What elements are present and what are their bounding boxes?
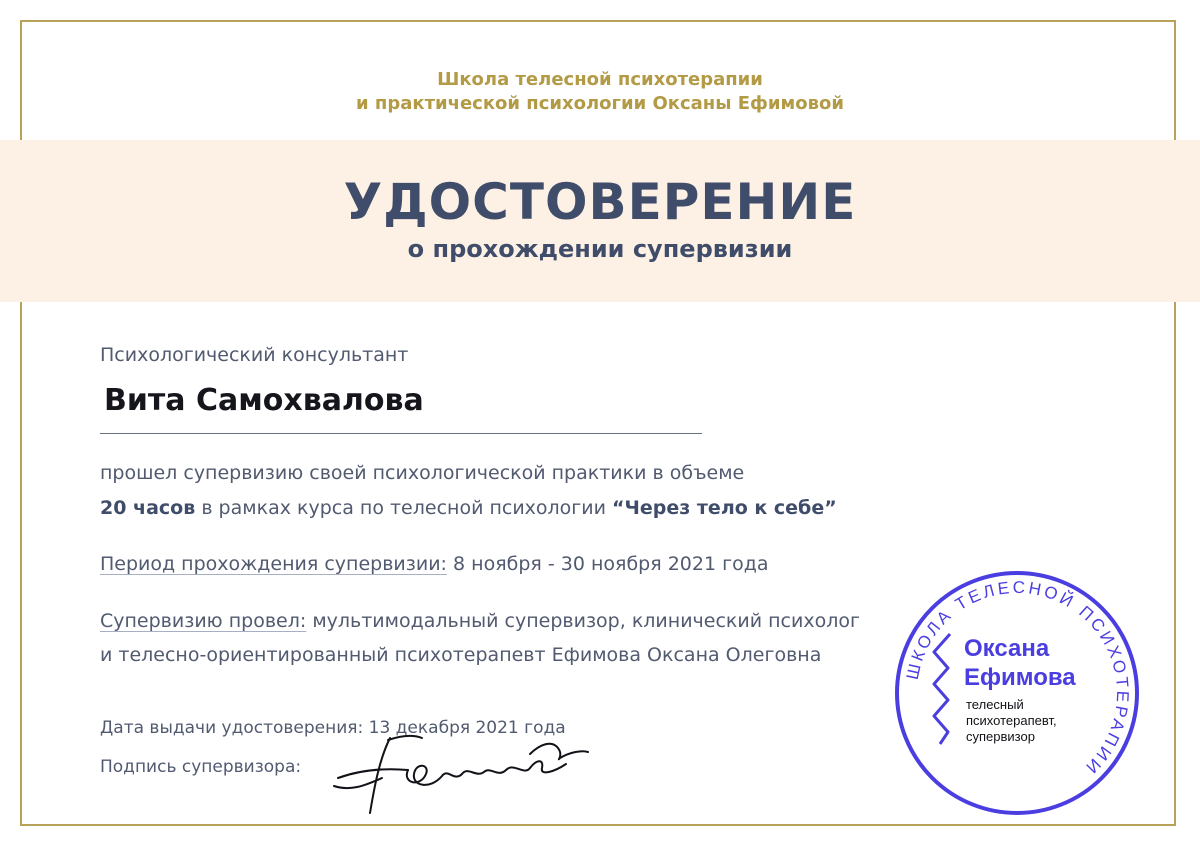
stamp-role-2: психотерапевт,	[966, 713, 1057, 728]
supervisor-signature	[330, 728, 590, 820]
issue-date: Дата выдачи удостоверения: 13 декабря 2021 года	[100, 718, 566, 738]
recipient-role: Психологический консультант	[100, 344, 409, 366]
stamp-outer-ring	[897, 573, 1137, 813]
certificate-title: УДОСТОВЕРЕНИЕ	[343, 173, 857, 231]
school-stamp	[892, 568, 1142, 818]
hours-value: 20 часов	[100, 497, 196, 519]
supervisor-line-2: и телесно-ориентированный психотерапевт Ефимова Оксана Олеговна	[100, 644, 822, 666]
period-label: Период прохождения супервизии:	[100, 553, 447, 575]
period-line	[100, 552, 768, 576]
supervisor-value-1: мультимодальный супервизор, клинический психолог	[312, 610, 860, 632]
stamp-zigzag-icon	[934, 634, 950, 744]
completion-line-1: прошел супервизию своей психологической практики в объеме	[100, 462, 745, 484]
stamp-role-3: супервизор	[966, 729, 1035, 744]
supervisor-line-1	[100, 609, 860, 633]
certificate-subtitle: о прохождении супервизии	[407, 235, 793, 263]
stamp-ring-path: ШКОЛА ТЕЛЕСНОЙ ПСИХОТЕРАПИИ	[902, 577, 1133, 779]
supervisor-label: Супервизию провел:	[100, 610, 307, 632]
signature-label: Подпись супервизора:	[100, 757, 302, 777]
course-name: “Через тело к себе”	[612, 497, 837, 519]
school-name-line-2: и практической психологии Оксаны Ефимовой	[356, 93, 844, 114]
period-value: 8 ноября - 30 ноября 2021 года	[453, 553, 769, 575]
school-name-line-1: Школа телесной психотерапии	[437, 69, 763, 90]
completion-line-2	[100, 496, 837, 520]
name-underline	[100, 433, 702, 434]
school-name	[0, 68, 1200, 116]
stamp-name-1: Оксана	[964, 635, 1050, 662]
stamp-role-1: телесный	[966, 697, 1024, 712]
course-intro: в рамках курса по телесной психологии	[201, 497, 606, 519]
recipient-name: Вита Самохвалова	[104, 383, 424, 418]
stamp-name-2: Ефимова	[964, 664, 1076, 691]
